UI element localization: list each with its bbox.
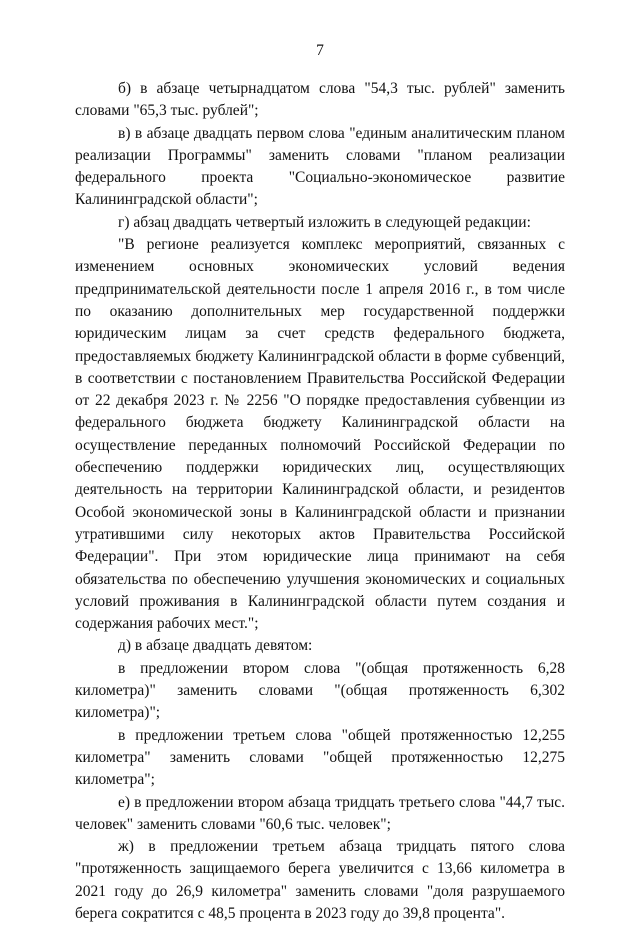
page-number: 7 bbox=[316, 42, 324, 59]
paragraph-d-sentence-2: в предложении втором слова "(общая протяженность 6,28 километра)" заменить словами "(общая протяженность 6,302 километра)"; bbox=[75, 659, 565, 722]
document-body bbox=[75, 78, 565, 925]
paragraph-b: б) в абзаце четырнадцатом слова "54,3 тыс. рублей" заменить словами "65,3 тыс. рублей"; bbox=[75, 80, 565, 120]
paragraph-zh: ж) в предложении третьем абзаца тридцать пятого слова "протяженность защищаемого берега увеличится с 13,66 километра в 2021 году до 26,9 километра" заменить словами "доля разрушаемого берега сократится с 48,5 процента в 2023 году до 39,8 процента". bbox=[75, 838, 565, 922]
paragraph-d-sentence-3: в предложении третьем слова "общей протяженностью 12,255 километра" заменить словами "общей протяженностью 12,275 километра"; bbox=[75, 726, 565, 789]
paragraph-g-quote: "В регионе реализуется комплекс мероприятий, связанных с изменением основных экономических условий ведения предпринимательской деятельности после 1 апреля 2016 г., в том числе по оказанию дополнительных мер государственной поддержки юридическим лицам за счет средств федерального бюджета, предоставляемых бюджету Калининградской области в форме субвенций, в соответствии с постановлением Правительства Российской Федерации от 22 декабря 2023 г. № 2256 "О порядке предоставления субвенции из федерального бюджета бюджету Калининградской области на осуществление переданных полномочий Российской Федерации по обеспечению поддержки юридических лиц, осуществляющих деятельность на территории Калининградской области, и резидентов Особой экономической зоны в Калининградской области и признании утратившими силу некоторых актов Правительства Российской Федерации". При этом юридические лица принимают на себя обязательства по обеспечению улучшения экономических и социальных условий проживания в Калининградской области путем создания и содержания рабочих мест."; bbox=[75, 236, 565, 633]
paragraph-g: г) абзац двадцать четвертый изложить в следующей редакции: bbox=[118, 213, 531, 231]
paragraph-d: д) в абзаце двадцать девятом: bbox=[118, 637, 313, 655]
paragraph-e: е) в предложении втором абзаца тридцать третьего слова "44,7 тыс. человек" заменить словами "60,6 тыс. человек"; bbox=[75, 793, 565, 833]
paragraph-v: в) в абзаце двадцать первом слова "единым аналитическим планом реализации Программы" заменить словами "планом реализации федерального проекта "Социально-экономическое развитие Калининградской области"; bbox=[75, 124, 565, 209]
